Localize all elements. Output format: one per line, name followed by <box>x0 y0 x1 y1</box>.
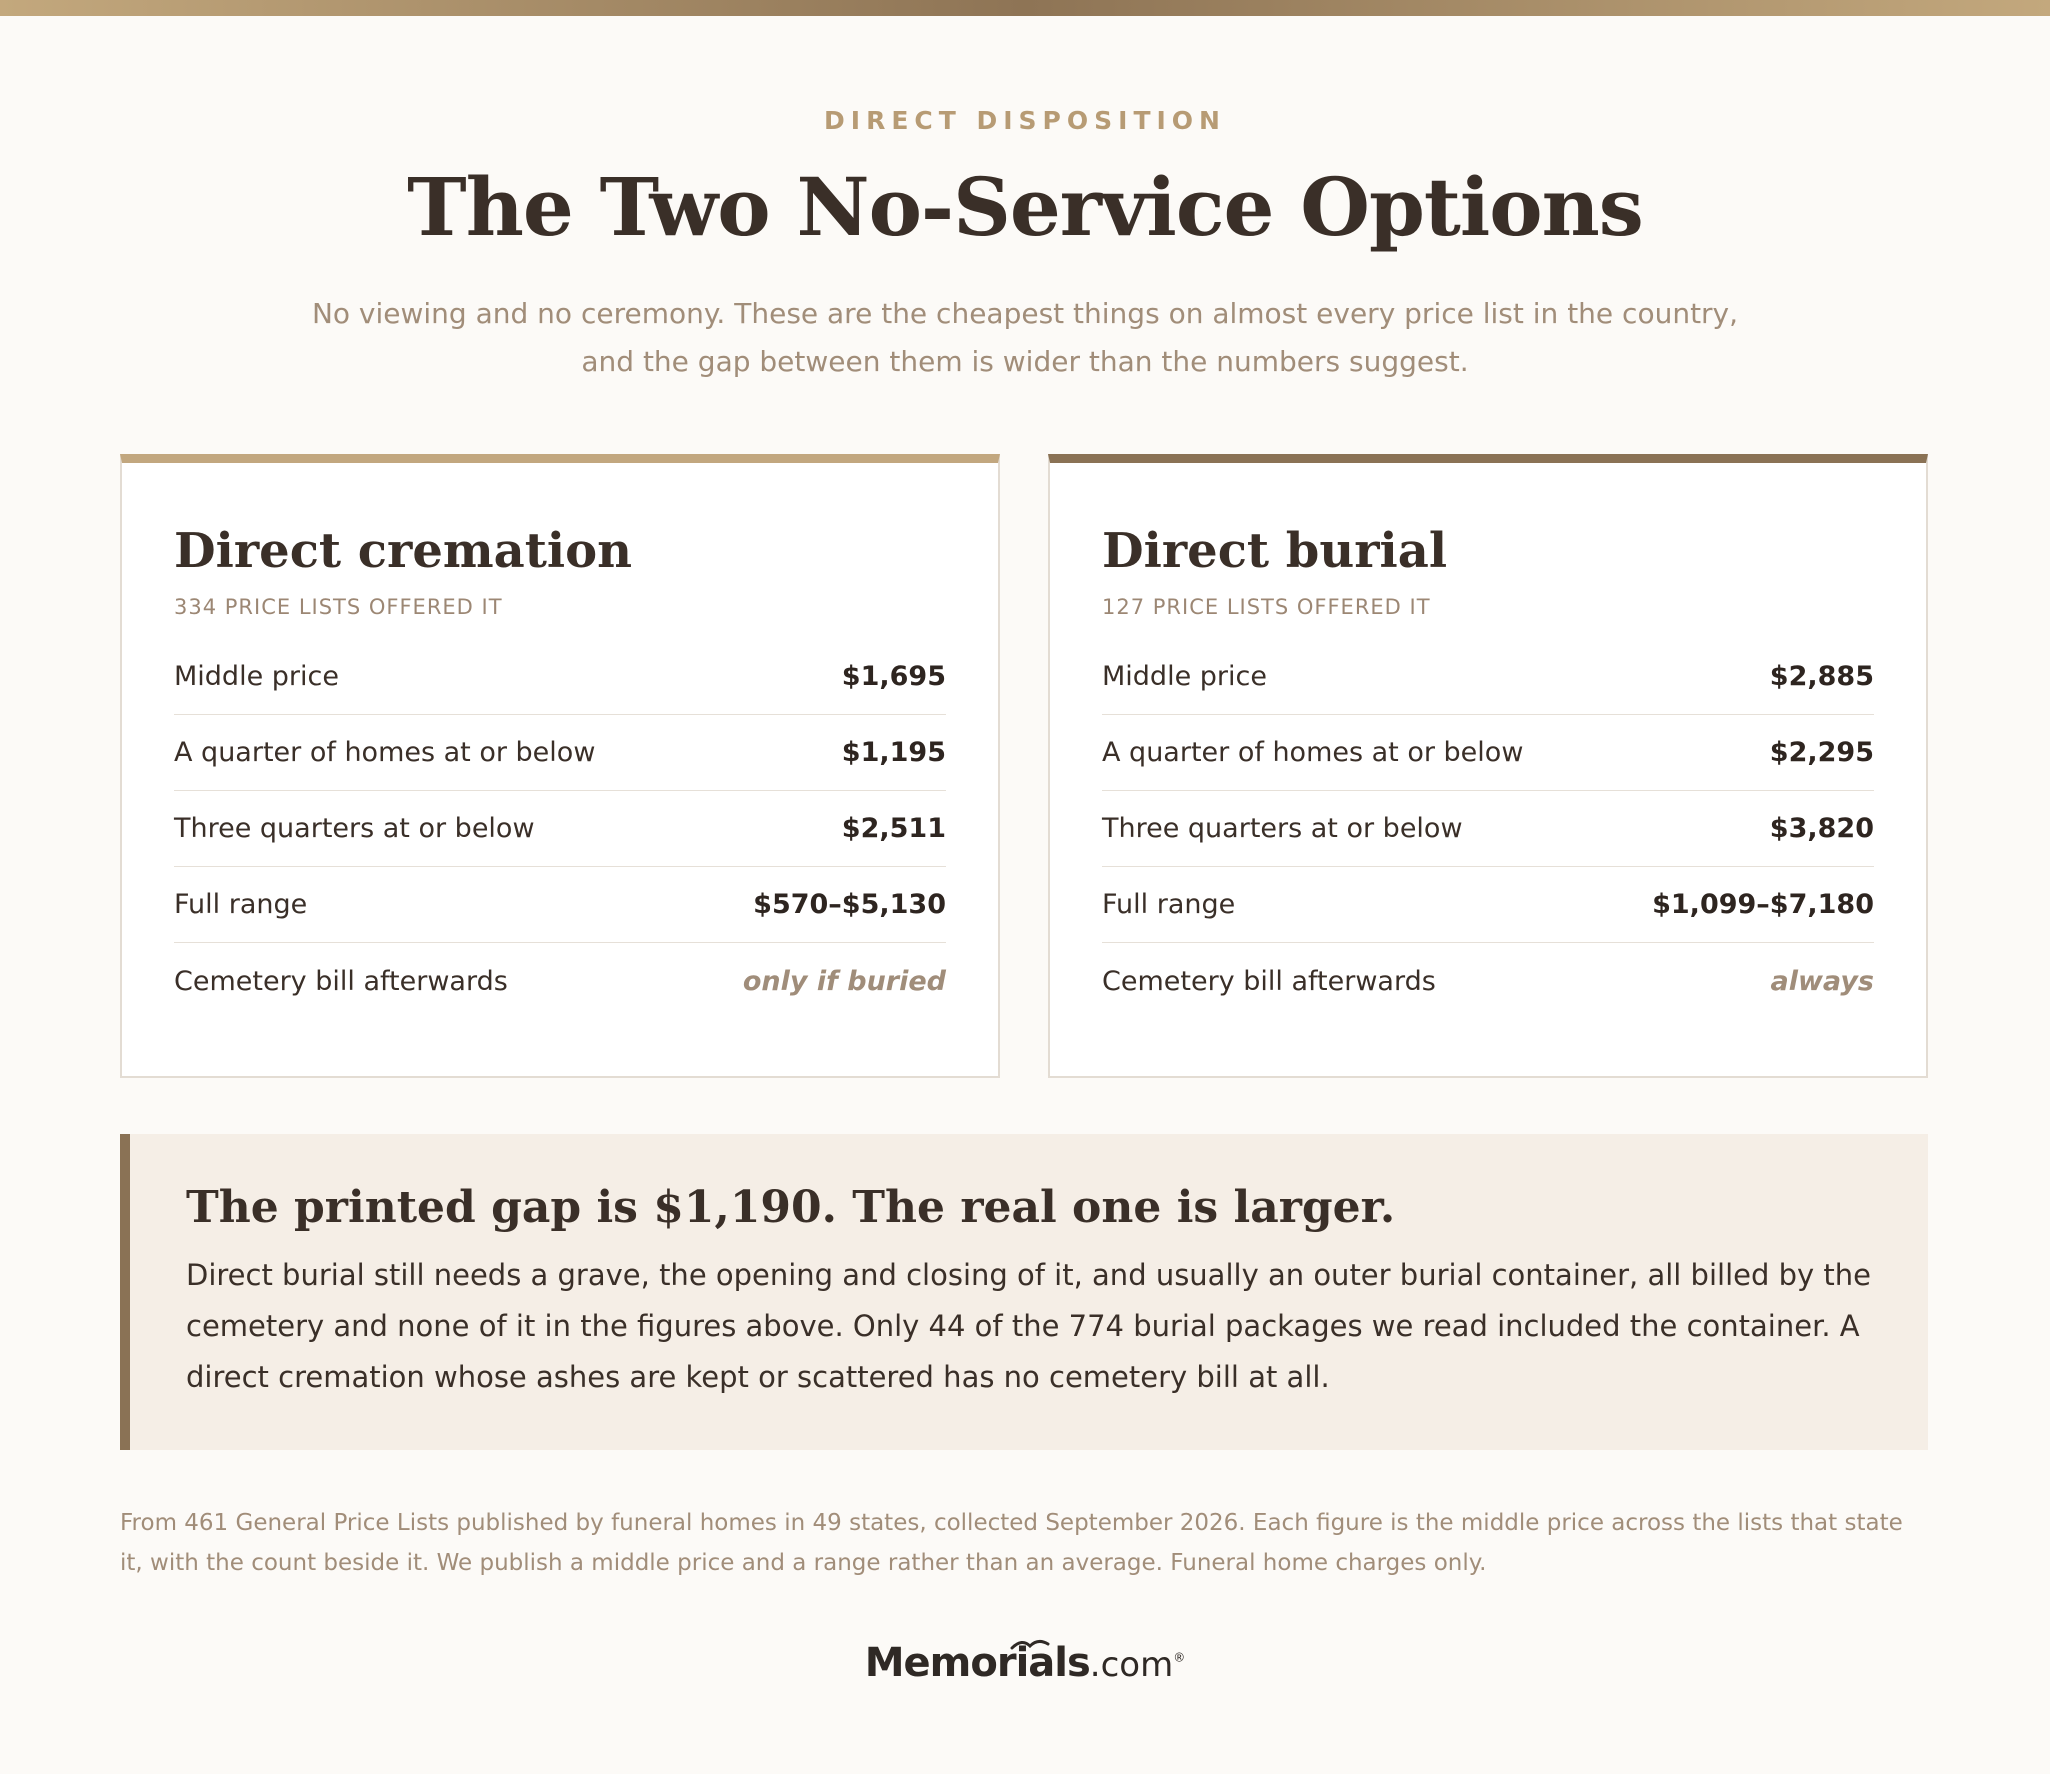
price-row-full-range <box>1102 867 1874 943</box>
row-label: Full range <box>1102 889 1236 920</box>
row-value: $2,511 <box>841 813 946 844</box>
card-count: 127 PRICE LISTS OFFERED IT <box>1102 595 1431 619</box>
price-row-lower-quarter <box>1102 715 1874 791</box>
row-value: $1,195 <box>841 737 946 768</box>
row-value: $1,695 <box>841 661 946 692</box>
gap-callout <box>120 1134 1928 1450</box>
direct-cremation-card <box>120 454 1000 1078</box>
row-value: always <box>1770 965 1874 997</box>
top-accent-bar <box>0 0 2050 16</box>
price-row-lower-quarter <box>174 715 946 791</box>
logo-registered-mark: ® <box>1173 1650 1186 1665</box>
price-row-middle <box>174 639 946 715</box>
row-label: Cemetery bill afterwards <box>1102 965 1436 997</box>
eyebrow-label: DIRECT DISPOSITION <box>824 106 1226 135</box>
callout-title: The printed gap is $1,190. The real one is larger. <box>186 1182 1396 1233</box>
price-row-upper-quarter <box>1102 791 1874 867</box>
card-title: Direct burial <box>1102 523 1448 579</box>
row-label: Three quarters at or below <box>174 813 535 844</box>
row-label: Full range <box>174 889 308 920</box>
row-label: Middle price <box>1102 661 1267 692</box>
card-title: Direct cremation <box>174 523 633 579</box>
price-rows <box>174 639 946 1019</box>
row-value: $3,820 <box>1769 813 1874 844</box>
price-row-full-range <box>174 867 946 943</box>
memorials-logo[interactable] <box>0 1640 2050 1686</box>
row-value: $570–$5,130 <box>753 889 946 920</box>
callout-body: Direct burial still needs a grave, the opening and closing of it, and usually an outer burial container, all billed by the cemetery and none of it in the figures above. Only 44 of the 774 burial packages we read included the container. A direct cremation whose ashes are kept or scattered has no cemetery bill at all. <box>186 1258 1871 1394</box>
price-row-middle <box>1102 639 1874 715</box>
row-value: only if buried <box>742 965 946 997</box>
page-title: The Two No-Service Options <box>407 160 1643 254</box>
price-rows <box>1102 639 1874 1019</box>
row-label: A quarter of homes at or below <box>1102 737 1524 768</box>
row-label: A quarter of homes at or below <box>174 737 596 768</box>
row-label: Middle price <box>174 661 339 692</box>
row-label: Cemetery bill afterwards <box>174 965 508 997</box>
price-row-cemetery-bill <box>1102 943 1874 1019</box>
page-subtitle: No viewing and no ceremony. These are the cheapest things on almost every price list in the country, and the gap between them is wider than the numbers suggest. <box>311 297 1739 378</box>
logo-tld: .com <box>1089 1645 1174 1685</box>
direct-burial-card <box>1048 454 1928 1078</box>
price-row-cemetery-bill <box>174 943 946 1019</box>
card-count: 334 PRICE LISTS OFFERED IT <box>174 595 503 619</box>
row-label: Three quarters at or below <box>1102 813 1463 844</box>
price-row-upper-quarter <box>174 791 946 867</box>
row-value: $2,885 <box>1769 661 1874 692</box>
row-value: $2,295 <box>1769 737 1874 768</box>
row-value: $1,099–$7,180 <box>1652 889 1874 920</box>
source-footnote: From 461 General Price Lists published by funeral homes in 49 states, collected September 2026. Each figure is the middle price across the lists that state it, with the count beside it. We publish a middle price and a range rather than an average. Funeral home charges only. <box>120 1510 1903 1576</box>
logo-brand: Memorials <box>864 1640 1090 1686</box>
